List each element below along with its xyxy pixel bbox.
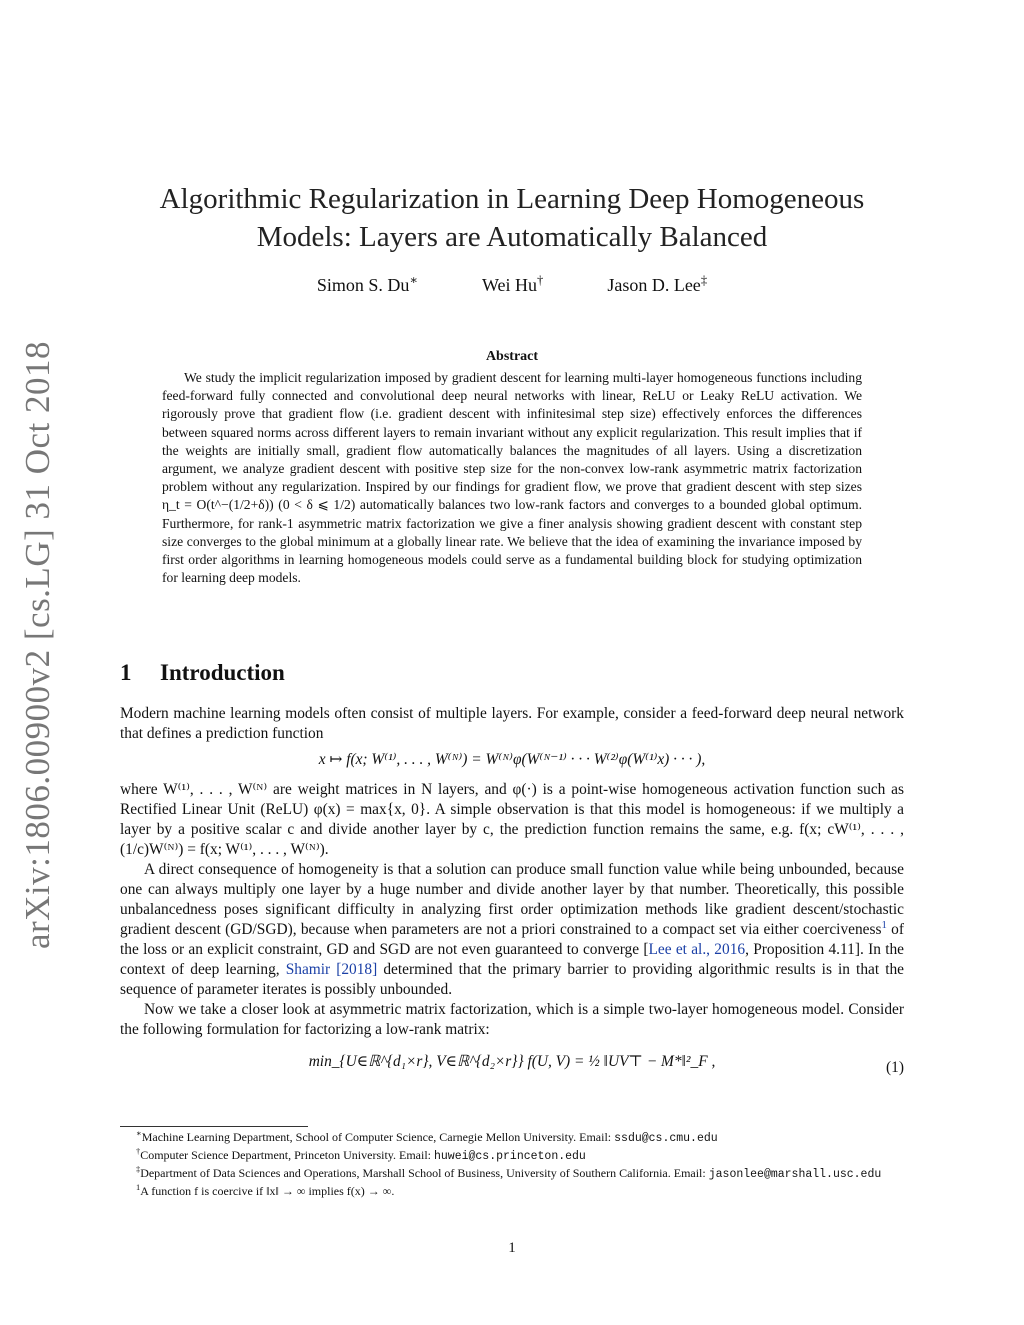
author-1: Simon S. Du∗ [316, 273, 418, 295]
email-du[interactable]: ssdu@cs.cmu.edu [614, 1132, 718, 1145]
arxiv-id-text: arXiv:1806.00900v2 [cs.LG] 31 Oct 2018 [18, 340, 58, 950]
equation-1-body: min_{U∈ℝ^{d₁×r}, V∈ℝ^{d₂×r}} f(U, V) = ½ ‖UV⊤ − M*‖²_F , [308, 1053, 716, 1070]
network-equation: x ↦ f(x; W⁽¹⁾, . . . , W⁽ᴺ⁾) = W⁽ᴺ⁾φ(W⁽ᴺ⁻¹⁾ · · · W⁽²⁾φ(W⁽¹⁾x) · · · ), [318, 751, 706, 768]
paragraph-2: where W⁽¹⁾, . . . , W⁽ᴺ⁾ are weight matrices in N layers, and φ(·) is a point-wise homogeneous activation function such as Rectified Linear Unit (ReLU) φ(x) = max{x, 0}. A simple observation is that this model is homogeneous: if we multiply a layer by a positive scalar c and divide another layer by c, the prediction function remains the same, e.g. f(x; cW⁽¹⁾, . . . , (1/c)W⁽ᴺ⁾) = f(x; W⁽¹⁾, . . . , W⁽ᴺ⁾). [120, 781, 904, 858]
citation-shamir-2018[interactable]: Shamir [2018] [285, 961, 378, 978]
section-title: Introduction [160, 660, 285, 685]
abstract-heading: Abstract [485, 349, 539, 364]
footnotes [120, 1129, 904, 1199]
email-lee[interactable]: jasonlee@marshall.usc.edu [708, 1168, 882, 1181]
footnote-coercive: $^1$A function f is coercive if ‖x‖ → ∞ implies f(x) → ∞. [136, 1183, 395, 1198]
author-2: Wei Hu† [481, 273, 544, 295]
title-line-2: Models: Layers are Automatically Balanced [256, 221, 768, 253]
section-number: 1 [120, 660, 132, 685]
abstract-body [162, 369, 862, 587]
equation-1-number: (1) [886, 1059, 904, 1076]
paper-title [120, 180, 904, 256]
page-number: 1 [508, 1240, 516, 1256]
paragraph-1: Modern machine learning models often consist of multiple layers. For example, consider a feed-forward deep neural network that defines a prediction function [120, 705, 904, 742]
author-list [120, 275, 904, 296]
citation-lee-2016[interactable]: Lee et al., 2016 [648, 941, 746, 958]
equation-1 [120, 1052, 904, 1076]
arxiv-identifier-stamp [8, 330, 68, 960]
email-hu[interactable]: huwei@cs.princeton.edu [434, 1150, 586, 1163]
abstract-text: We study the implicit regularization imposed by gradient descent for learning multi-layer homogeneous functions including feed-forward fully connected and convolutional deep neural networks with linear, ReLU or Leaky ReLU activation. We rigorously prove that gradient flow (i.e. gradient descent with infinitesimal step size) effectively enforces the differences between squared norms across different layers to remain invariant without any explicit regularization. This result implies that if the weights are initially small, gradient flow automatically balances the magnitudes of all layers. Using a discretization argument, we analyze gradient descent with positive step size for the non-convex low-rank asymmetric matrix factorization problem without any regularization. Inspired by our findings for gradient flow, we prove that gradient descent with step sizes η_t = O(t^−(1/2+δ)) (0 < δ ⩽ 1/2) automatically balances two low-rank factors and converges to a bounded global optimum. Furthermore, for rank-1 asymmetric matrix factorization we give a finer analysis showing gradient descent with constant step size converges to the global minimum at a globally linear rate. We believe that the idea of examining the invariance imposed by first order algorithms in learning homogeneous models could serve as a fundamental building block for studying optimization for learning deep models. [162, 370, 862, 586]
footnote-author-2: †Computer Science Department, Princeton University. Email: huwei@cs.princeton.edu [136, 1147, 586, 1163]
paragraph-3: A direct consequence of homogeneity is that a solution can produce small function value while being unbounded, because one can always multiply one layer by a huge number and divide another layer by that number. Theoretically, this possible unbalancedness poses significant difficulty in analyzing first order optimization methods like gradient descent/stochastic gradient descent (GD/SGD), because when parameters are not a priori constrained to a compact set via either coerciveness$^1$ of the loss or an explicit constraint, GD and SGD are not even guaranteed to converge [Lee et al., 2016, Proposition 4.11]. In the context of deep learning, Shamir [2018] determined that the primary barrier to providing algorithmic results is in that the sequence of parameter iterates is possibly unbounded. [120, 861, 904, 998]
paragraph-4: Now we take a closer look at asymmetric matrix factorization, which is a simple two-layer homogeneous model. Consider the following formulation for factorizing a low-rank matrix: [120, 1001, 904, 1038]
footnote-author-3: ‡Department of Data Sciences and Operations, Marshall School of Business, University of Southern California. Email: jasonlee@marshall.usc.edu [136, 1165, 882, 1181]
section-heading [120, 660, 285, 686]
footnote-ref-1[interactable]: 1 [881, 918, 887, 931]
footnote-author-1: ∗Machine Learning Department, School of Computer Science, Carnegie Mellon University. Email: ssdu@cs.cmu.edu [136, 1129, 718, 1145]
footnote-rule [120, 1126, 308, 1127]
author-3: Jason D. Lee‡ [607, 273, 708, 295]
title-line-1: Algorithmic Regularization in Learning Deep Homogeneous [159, 183, 865, 215]
main-text [120, 704, 904, 1080]
